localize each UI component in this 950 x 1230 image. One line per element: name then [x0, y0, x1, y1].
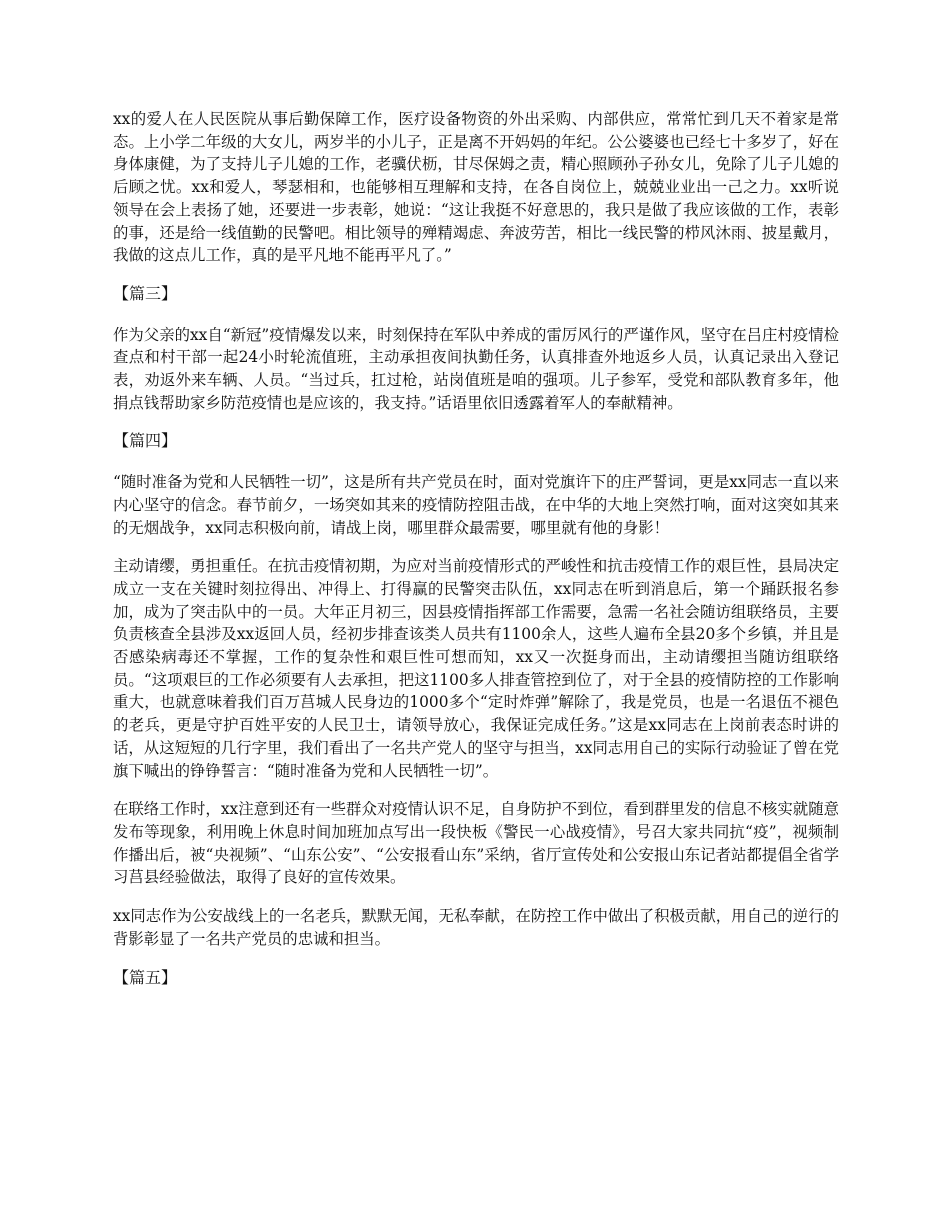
section-heading-5: 【篇五】	[113, 967, 178, 987]
paragraph-veteran-summary: xx同志作为公安战线上的一名老兵，默默无闻，无私奉献，在防控工作中做出了积极贡献，用自己的逆行的背影彰显了一名共产党员的忠诚和担当。	[113, 907, 839, 948]
paragraph-party-oath: “随时准备为党和人民牺牲一切”，这是所有共产党员在时，面对党旗许下的庄严誓词，更是xx同志一直以来内心坚守的信念。春节前夕，一场突如其来的疫情防控阻击战，在中华的大地上突然打响，面对这突如其来的无烟战争，xx同志积极向前，请战上岗，哪里群众最需要，哪里就有他的身影！	[113, 473, 839, 537]
paragraph-father-veteran: 作为父亲的xx自“新冠”疫情爆发以来，时刻保持在军队中养成的雷厉风行的严谨作风，坚守在吕庄村疫情检查点和村干部一起24小时轮流值班，主动承担夜间执勤任务，认真排查外地返乡人员，认真记录出入登记表，劝返外来车辆、人员。“当过兵，扛过枪，站岗值班是咱的强项。儿子参军，受党和部队教育多年，他捐点钱帮助家乡防范疫情也是应该的，我支持。”话语里依旧透露着军人的奉献精神。	[113, 325, 839, 412]
document-body	[113, 108, 839, 1007]
section-heading-4: 【篇四】	[113, 431, 178, 451]
paragraph-publicity: 在联络工作时，xx注意到还有一些群众对疫情认识不足，自身防护不到位，看到群里发的信息不核实就随意发布等现象，利用晚上休息时间加班加点写出一段快板《警民一心战疫情》，号召大家共同抗“疫”，视频制作播出后，被“央视频”、“山东公安”、“公安报看山东”采纳，省厅宣传处和公安报山东记者站都提倡全省学习莒县经验做法，取得了良好的宣传效果。	[113, 800, 839, 887]
section-heading-3: 【篇三】	[113, 283, 178, 303]
paragraph-volunteer-duty: 主动请缨，勇担重任。在抗击疫情初期，为应对当前疫情形式的严峻性和抗击疫情工作的艰巨性，县局决定成立一支在关键时刻拉得出、冲得上、打得赢的民警突击队伍，xx同志在听到消息后，第一个踊跃报名参加，成为了突击队中的一员。大年正月初三，因县疫情指挥部工作需要，急需一名社会随访组联络员，主要负责核查全县涉及xx返回人员，经初步排查该类人员共有1100余人，这些人遍布全县20多个乡镇，并且是否感染病毒还不掌握，工作的复杂性和艰巨性可想而知，xx又一次挺身而出，主动请缨担当随访组联络员。“这项艰巨的工作必须要有人去承担，把这1100多人排查管控到位了，对于全县的疫情防控的工作影响重大，也就意味着我们百万莒城人民身边的1000多个“定时炸弹”解除了，我是党员，也是一名退伍不褪色的老兵，更是守护百姓平安的人民卫士，请领导放心，我保证完成任务。”这是xx同志在上岗前表态时讲的话，从这短短的几行字里，我们看出了一名共产党人的坚守与担当，xx同志用自己的实际行动验证了曾在党旗下喊出的铮铮誓言：“随时准备为党和人民牺牲一切”。	[113, 557, 839, 780]
paragraph-spouse-hospital: xx的爱人在人民医院从事后勤保障工作，医疗设备物资的外出采购、内部供应，常常忙到几天不着家是常态。上小学二年级的大女儿，两岁半的小儿子，正是离不开妈妈的年纪。公公婆婆也已经七十多岁了，好在身体康健，为了支持儿子儿媳的工作，老骥伏枥，甘尽保姆之责，精心照顾孙子孙女儿，免除了儿子儿媳的后顾之忧。xx和爱人，琴瑟相和，也能够相互理解和支持，在各自岗位上，兢兢业业出一己之力。xx听说领导在会上表扬了她，还要进一步表彰，她说：“这让我挺不好意思的，我只是做了我应该做的工作，表彰的事，还是给一线值勤的民警吧。相比领导的殚精竭虑、奔波劳苦，相比一线民警的栉风沐雨、披星戴月，我做的这点儿工作，真的是平凡地不能再平凡了。”	[113, 110, 839, 265]
